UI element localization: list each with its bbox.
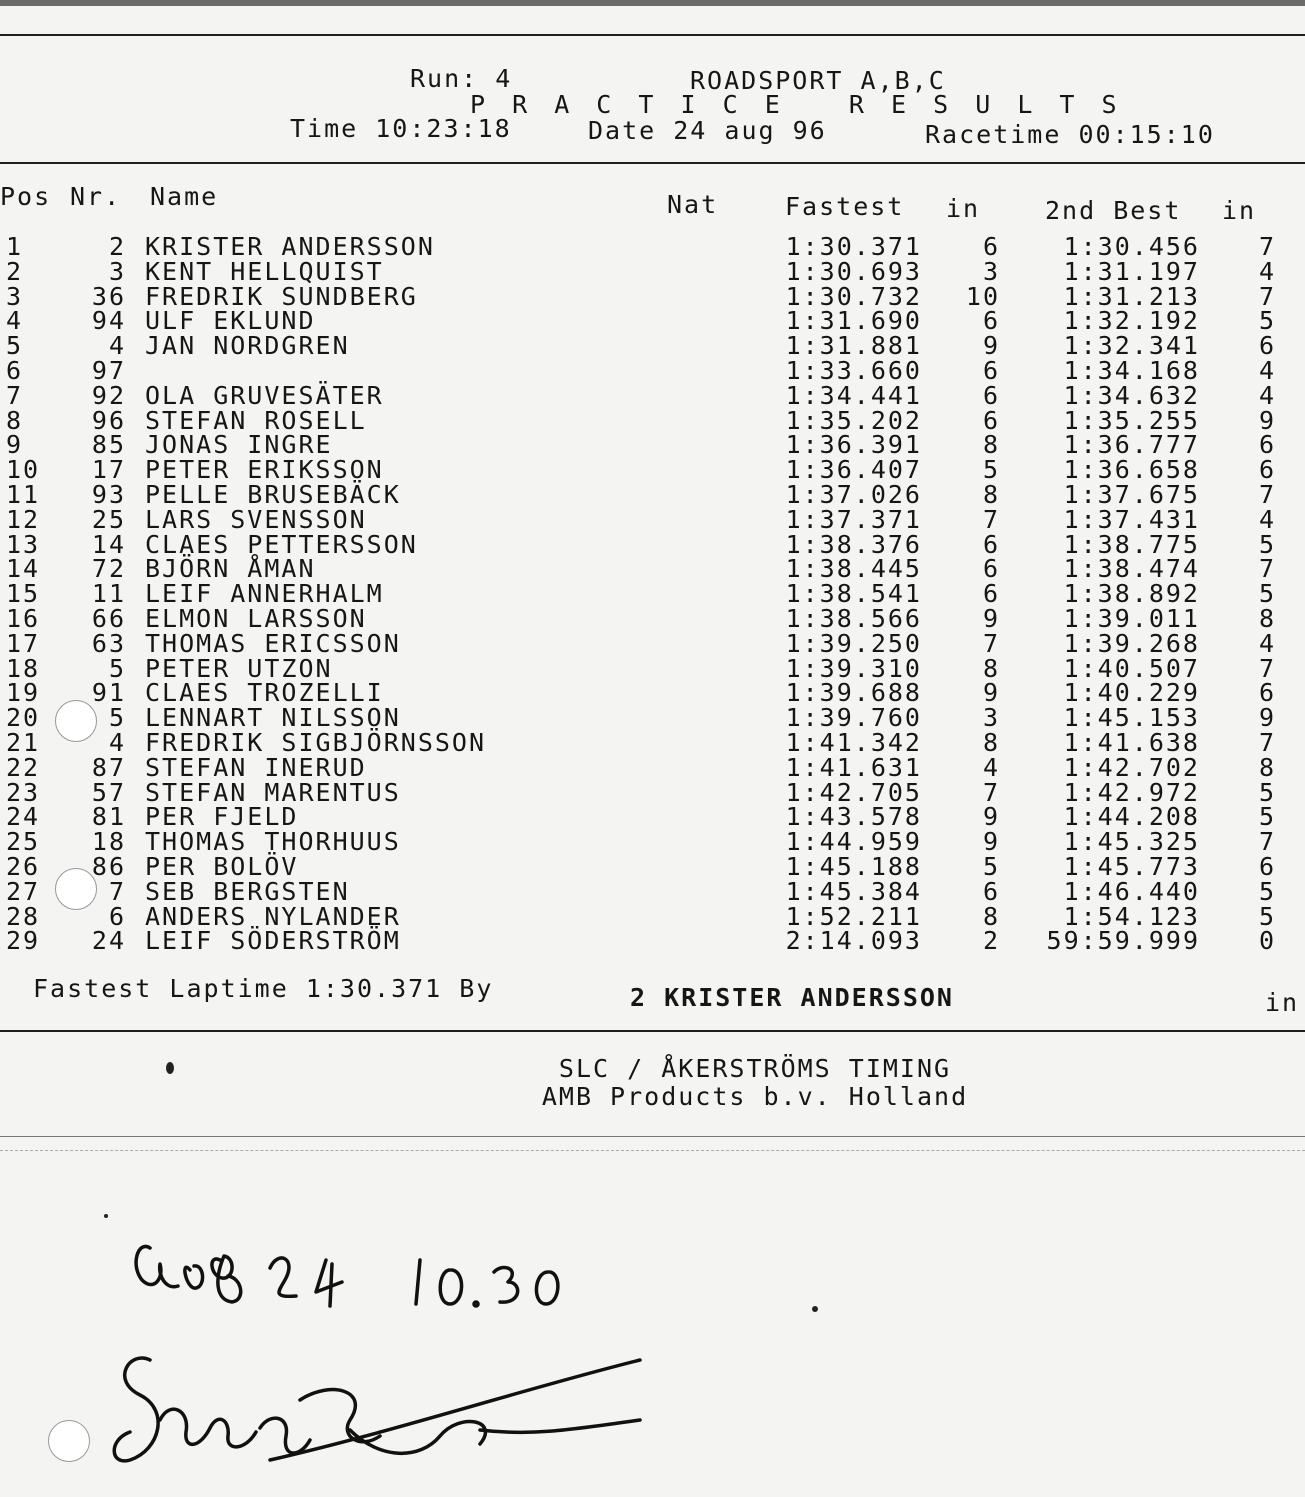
handwritten-date-note — [120, 1220, 580, 1330]
row-pos: 10 — [6, 455, 41, 485]
table-row — [0, 306, 1305, 336]
row-name: FREDRIK SIGBJÖRNSSON — [145, 728, 487, 757]
row-second-lap: 5 — [1258, 579, 1276, 609]
row-second-best: 1:40.229 — [1063, 678, 1200, 708]
row-name: KRISTER ANDERSSON — [145, 232, 435, 261]
row-fastest-lap: 3 — [982, 256, 1000, 286]
row-nr: 92 — [91, 380, 126, 410]
row-nr: 3 — [108, 256, 126, 286]
row-pos: 22 — [6, 752, 41, 782]
fastest-laptime-driver: 2 KRISTER ANDERSSON — [630, 983, 954, 1012]
col-second-best: 2nd Best — [1045, 196, 1182, 225]
row-name: KENT HELLQUIST — [145, 256, 384, 286]
row-fastest-lap: 5 — [982, 455, 1000, 485]
row-name: STEFAN MARENTUS — [145, 777, 401, 807]
row-nr: 18 — [91, 827, 126, 857]
row-fastest-lap: 8 — [982, 901, 1000, 931]
row-fastest-lap: 7 — [982, 777, 1000, 807]
table-row — [0, 504, 1305, 534]
row-pos: 25 — [6, 827, 41, 857]
row-second-lap: 6 — [1258, 678, 1276, 708]
row-pos: 3 — [6, 281, 24, 311]
table-row — [0, 876, 1305, 906]
row-name: ELMON LARSSON — [145, 604, 367, 633]
table-row — [0, 579, 1305, 609]
table-row — [0, 926, 1305, 956]
row-nr: 6 — [108, 901, 126, 931]
row-second-best: 1:31.213 — [1063, 281, 1200, 311]
table-row — [0, 653, 1305, 683]
row-nr: 11 — [91, 579, 126, 609]
row-fastest-lap: 8 — [982, 728, 1000, 757]
row-name: STEFAN ROSELL — [145, 405, 367, 435]
row-fastest: 1:45.384 — [785, 876, 922, 906]
row-second-lap: 7 — [1258, 827, 1276, 857]
row-fastest-lap: 9 — [982, 678, 1000, 708]
row-nr: 4 — [108, 331, 126, 361]
row-pos: 14 — [6, 554, 41, 584]
row-second-lap: 4 — [1258, 504, 1276, 534]
row-fastest: 1:39.310 — [785, 653, 922, 683]
row-fastest-lap: 7 — [982, 628, 1000, 658]
row-name: PETER UTZON — [145, 653, 333, 683]
header-rule — [0, 162, 1305, 164]
row-second-best: 1:30.456 — [1063, 232, 1200, 261]
timing-brand: SLC / ÅKERSTRÖMS TIMING — [558, 1054, 952, 1083]
punch-hole — [48, 1420, 90, 1462]
row-pos: 1 — [6, 232, 24, 261]
row-second-best: 1:36.658 — [1063, 455, 1200, 485]
paper-fold — [0, 1150, 1305, 1159]
row-fastest: 1:41.342 — [785, 728, 922, 757]
row-fastest: 1:31.881 — [785, 331, 922, 361]
row-fastest-lap: 9 — [982, 827, 1000, 857]
row-second-best: 1:38.775 — [1063, 529, 1200, 559]
fastest-laptime-label: Fastest Laptime 1:30.371 By — [33, 974, 494, 1003]
row-name: PER BOLÖV — [145, 852, 299, 881]
row-name: ANDERS NYLANDER — [145, 901, 401, 931]
row-name: PETER ERIKSSON — [145, 455, 384, 485]
row-second-lap: 5 — [1258, 777, 1276, 807]
row-second-best: 1:34.632 — [1063, 380, 1200, 410]
row-second-lap: 7 — [1258, 554, 1276, 584]
row-pos: 4 — [6, 306, 24, 336]
date-label: Date 24 aug 96 — [588, 116, 827, 145]
row-pos: 5 — [6, 331, 24, 361]
table-row — [0, 678, 1305, 708]
row-second-best: 1:39.011 — [1063, 604, 1200, 633]
table-row — [0, 256, 1305, 286]
row-pos: 6 — [6, 356, 24, 385]
row-second-best: 1:44.208 — [1063, 802, 1200, 832]
row-fastest: 1:39.760 — [785, 703, 922, 733]
row-second-best: 1:38.474 — [1063, 554, 1200, 584]
table-row — [0, 455, 1305, 485]
table-row — [0, 604, 1305, 633]
row-second-lap: 6 — [1258, 331, 1276, 361]
row-fastest-lap: 3 — [982, 703, 1000, 733]
row-fastest: 1:52.211 — [785, 901, 922, 931]
row-pos: 8 — [6, 405, 24, 435]
row-fastest: 1:37.371 — [785, 504, 922, 534]
row-name: SEB BERGSTEN — [145, 876, 350, 906]
row-name: LARS SVENSSON — [145, 504, 367, 534]
row-fastest: 1:36.407 — [785, 455, 922, 485]
row-second-lap: 0 — [1258, 926, 1276, 956]
row-fastest-lap: 6 — [982, 529, 1000, 559]
row-pos: 24 — [6, 802, 41, 832]
row-pos: 18 — [6, 653, 41, 683]
row-second-best: 1:32.341 — [1063, 331, 1200, 361]
row-pos: 12 — [6, 504, 41, 534]
row-fastest-lap: 6 — [982, 356, 1000, 385]
row-name: PELLE BRUSEBÄCK — [145, 480, 401, 509]
row-pos: 27 — [6, 876, 41, 906]
row-nr: 66 — [91, 604, 126, 633]
row-name: LEIF SÖDERSTRÖM — [145, 926, 401, 956]
row-nr: 86 — [91, 852, 126, 881]
row-pos: 9 — [6, 430, 24, 460]
row-pos: 28 — [6, 901, 41, 931]
row-fastest: 1:37.026 — [785, 480, 922, 509]
row-fastest-lap: 6 — [982, 232, 1000, 261]
perforation-line — [0, 1136, 1305, 1137]
row-second-lap: 7 — [1258, 480, 1276, 509]
row-fastest-lap: 6 — [982, 380, 1000, 410]
row-name: CLAES PETTERSSON — [145, 529, 418, 559]
signature — [100, 1340, 660, 1490]
table-row — [0, 752, 1305, 782]
row-name: JONAS INGRE — [145, 430, 333, 460]
timing-company: AMB Products b.v. Holland — [541, 1082, 969, 1111]
row-fastest: 1:34.441 — [785, 380, 922, 410]
row-nr: 36 — [91, 281, 126, 311]
row-nr: 5 — [108, 703, 126, 733]
table-row — [0, 554, 1305, 584]
row-pos: 16 — [6, 604, 41, 633]
row-nr: 5 — [108, 653, 126, 683]
paper-top-edge — [0, 0, 1305, 6]
row-second-best: 1:41.638 — [1063, 728, 1200, 757]
row-fastest: 1:38.566 — [785, 604, 922, 633]
row-name: STEFAN INERUD — [145, 752, 367, 782]
row-nr: 81 — [91, 802, 126, 832]
row-fastest: 1:35.202 — [785, 405, 922, 435]
table-row — [0, 852, 1305, 881]
row-second-lap: 5 — [1258, 306, 1276, 336]
col-pos: Pos — [0, 182, 52, 211]
row-second-lap: 5 — [1258, 802, 1276, 832]
racetime-label: Racetime 00:15:10 — [925, 120, 1215, 149]
row-nr: 97 — [91, 356, 126, 385]
row-second-best: 59:59.999 — [1046, 926, 1200, 956]
row-fastest: 2:14.093 — [785, 926, 922, 956]
row-fastest: 1:38.541 — [785, 579, 922, 609]
table-row — [0, 281, 1305, 311]
row-fastest-lap: 9 — [982, 331, 1000, 361]
row-fastest: 1:38.445 — [785, 554, 922, 584]
row-nr: 4 — [108, 728, 126, 757]
row-fastest-lap: 6 — [982, 554, 1000, 584]
table-row — [0, 331, 1305, 361]
row-second-lap: 4 — [1258, 356, 1276, 385]
row-fastest: 1:39.688 — [785, 678, 922, 708]
row-second-lap: 7 — [1258, 232, 1276, 261]
row-nr: 14 — [91, 529, 126, 559]
row-second-best: 1:45.325 — [1063, 827, 1200, 857]
row-nr: 17 — [91, 455, 126, 485]
row-fastest-lap: 6 — [982, 306, 1000, 336]
fastest-laptime-in: in — [1265, 988, 1300, 1017]
row-second-lap: 4 — [1258, 628, 1276, 658]
row-second-best: 1:45.773 — [1063, 852, 1200, 881]
row-second-best: 1:54.123 — [1063, 901, 1200, 931]
row-second-lap: 7 — [1258, 728, 1276, 757]
row-fastest-lap: 4 — [982, 752, 1000, 782]
row-second-lap: 6 — [1258, 430, 1276, 460]
row-name: JAN NORDGREN — [145, 331, 350, 361]
row-second-lap: 5 — [1258, 876, 1276, 906]
row-nr: 87 — [91, 752, 126, 782]
class-label: ROADSPORT A,B,C — [690, 66, 946, 95]
table-row — [0, 356, 1305, 385]
row-nr: 25 — [91, 504, 126, 534]
row-second-best: 1:32.192 — [1063, 306, 1200, 336]
row-pos: 13 — [6, 529, 41, 559]
row-nr: 72 — [91, 554, 126, 584]
table-row — [0, 628, 1305, 658]
row-pos: 20 — [6, 703, 41, 733]
table-row — [0, 232, 1305, 261]
row-fastest: 1:41.631 — [785, 752, 922, 782]
row-pos: 19 — [6, 678, 41, 708]
row-nr: 2 — [108, 232, 126, 261]
table-row — [0, 777, 1305, 807]
row-fastest-lap: 9 — [982, 802, 1000, 832]
table-row — [0, 480, 1305, 509]
row-pos: 7 — [6, 380, 24, 410]
punch-hole — [55, 868, 97, 910]
row-name: BJÖRN ÅMAN — [145, 554, 316, 584]
top-rule — [0, 34, 1305, 36]
row-fastest: 1:39.250 — [785, 628, 922, 658]
row-fastest: 1:31.690 — [785, 306, 922, 336]
row-second-lap: 6 — [1258, 852, 1276, 881]
row-name: THOMAS ERICSSON — [145, 628, 401, 658]
time-label: Time 10:23:18 — [290, 114, 512, 143]
row-pos: 26 — [6, 852, 41, 881]
col-in-2: in — [1222, 196, 1257, 225]
row-name: ULF EKLUND — [145, 306, 316, 336]
row-nr: 85 — [91, 430, 126, 460]
table-row — [0, 430, 1305, 460]
row-second-best: 1:35.255 — [1063, 405, 1200, 435]
row-nr: 94 — [91, 306, 126, 336]
col-name: Name — [150, 182, 219, 211]
table-row — [0, 901, 1305, 931]
row-fastest-lap: 8 — [982, 430, 1000, 460]
row-nr: 91 — [91, 678, 126, 708]
row-fastest: 1:30.371 — [785, 232, 922, 261]
row-name: LENNART NILSSON — [145, 703, 401, 733]
row-fastest: 1:36.391 — [785, 430, 922, 460]
row-fastest: 1:43.578 — [785, 802, 922, 832]
ink-speck — [104, 1214, 108, 1218]
row-fastest-lap: 9 — [982, 604, 1000, 633]
row-name: CLAES TROZELLI — [145, 678, 384, 708]
row-second-best: 1:34.168 — [1063, 356, 1200, 385]
row-second-best: 1:39.268 — [1063, 628, 1200, 658]
row-second-lap: 4 — [1258, 256, 1276, 286]
row-second-best: 1:42.972 — [1063, 777, 1200, 807]
row-second-lap: 9 — [1258, 405, 1276, 435]
row-second-lap: 8 — [1258, 604, 1276, 633]
row-second-lap: 6 — [1258, 455, 1276, 485]
row-pos: 11 — [6, 480, 41, 509]
row-second-lap: 7 — [1258, 281, 1276, 311]
row-pos: 15 — [6, 579, 41, 609]
row-fastest: 1:30.693 — [785, 256, 922, 286]
row-fastest-lap: 8 — [982, 480, 1000, 509]
col-fastest: Fastest — [785, 192, 905, 221]
row-name: THOMAS THORHUUS — [145, 827, 401, 857]
row-fastest: 1:38.376 — [785, 529, 922, 559]
ink-speck — [166, 1062, 174, 1074]
footer-rule — [0, 1030, 1305, 1032]
row-fastest: 1:44.959 — [785, 827, 922, 857]
row-pos: 2 — [6, 256, 24, 286]
table-row — [0, 827, 1305, 857]
row-fastest-lap: 7 — [982, 504, 1000, 534]
table-row — [0, 529, 1305, 559]
row-second-lap: 5 — [1258, 901, 1276, 931]
report-title: P R A C T I C E R E S U L T S — [470, 90, 1123, 119]
row-second-best: 1:37.431 — [1063, 504, 1200, 534]
row-fastest: 1:45.188 — [785, 852, 922, 881]
row-pos: 29 — [6, 926, 41, 956]
row-fastest-lap: 5 — [982, 852, 1000, 881]
ink-speck — [812, 1306, 818, 1312]
row-second-best: 1:46.440 — [1063, 876, 1200, 906]
row-pos: 17 — [6, 628, 41, 658]
row-second-lap: 4 — [1258, 380, 1276, 410]
row-nr: 24 — [91, 926, 126, 956]
row-nr: 7 — [108, 876, 126, 906]
row-second-best: 1:37.675 — [1063, 480, 1200, 509]
table-row — [0, 802, 1305, 832]
row-name: FREDRIK SUNDBERG — [145, 281, 418, 311]
row-fastest-lap: 10 — [965, 281, 1000, 311]
row-fastest-lap: 6 — [982, 876, 1000, 906]
row-second-best: 1:31.197 — [1063, 256, 1200, 286]
row-second-lap: 9 — [1258, 703, 1276, 733]
table-row — [0, 728, 1305, 757]
row-second-best: 1:38.892 — [1063, 579, 1200, 609]
row-nr: 96 — [91, 405, 126, 435]
row-second-best: 1:40.507 — [1063, 653, 1200, 683]
row-fastest-lap: 6 — [982, 579, 1000, 609]
row-name: PER FJELD — [145, 802, 299, 832]
row-fastest-lap: 8 — [982, 653, 1000, 683]
row-nr: 63 — [91, 628, 126, 658]
col-nr: Nr. — [70, 182, 122, 211]
row-pos: 23 — [6, 777, 41, 807]
row-nr: 57 — [91, 777, 126, 807]
col-in-1: in — [946, 194, 981, 223]
row-second-best: 1:36.777 — [1063, 430, 1200, 460]
row-nr: 93 — [91, 480, 126, 509]
row-fastest: 1:30.732 — [785, 281, 922, 311]
row-fastest: 1:33.660 — [785, 356, 922, 385]
table-row — [0, 380, 1305, 410]
row-fastest-lap: 2 — [982, 926, 1000, 956]
row-fastest: 1:42.705 — [785, 777, 922, 807]
row-pos: 21 — [6, 728, 41, 757]
row-fastest-lap: 6 — [982, 405, 1000, 435]
row-second-lap: 7 — [1258, 653, 1276, 683]
row-second-best: 1:45.153 — [1063, 703, 1200, 733]
row-name: LEIF ANNERHALM — [145, 579, 384, 609]
row-second-lap: 8 — [1258, 752, 1276, 782]
table-row — [0, 405, 1305, 435]
row-second-best: 1:42.702 — [1063, 752, 1200, 782]
col-nat: Nat — [667, 190, 719, 219]
row-name: OLA GRUVESÄTER — [145, 380, 384, 410]
table-row — [0, 703, 1305, 733]
punch-hole — [55, 700, 97, 742]
row-second-lap: 5 — [1258, 529, 1276, 559]
run-label: Run: 4 — [410, 64, 513, 93]
